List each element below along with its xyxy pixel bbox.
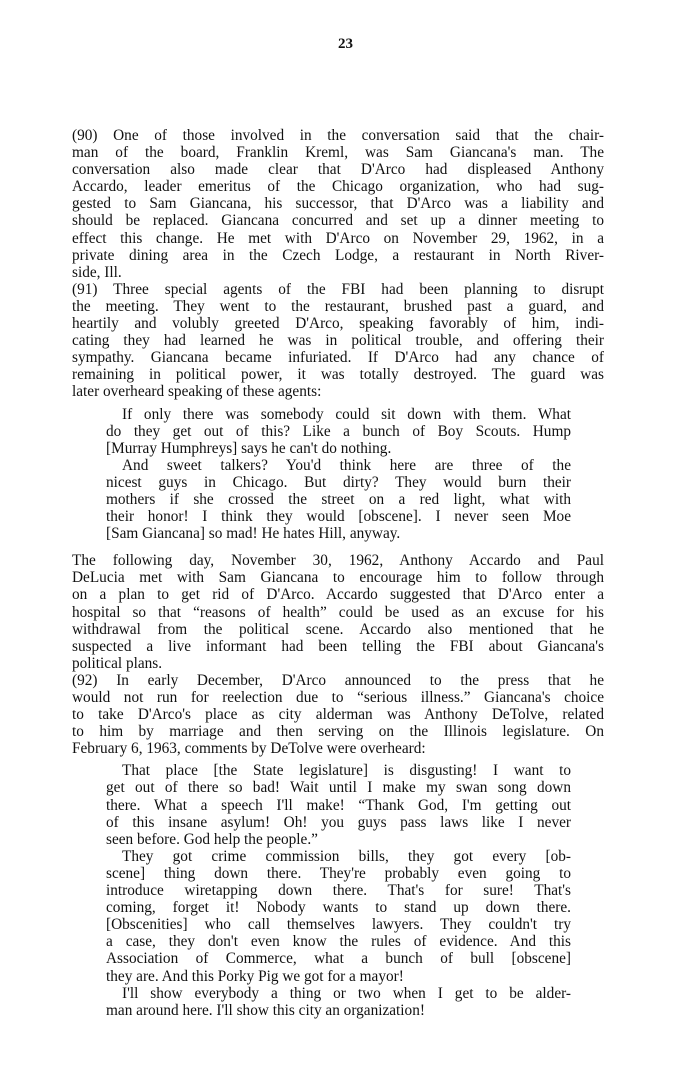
text-line: suspected a live informant had been telling the FBI about Giancana's — [72, 637, 604, 655]
text-line: man of the board, Franklin Kreml, was Sam Giancana's man. The — [72, 144, 604, 162]
quote-line: nicest guys in Chicago. But dirty? They would burn their — [106, 473, 571, 491]
quote-line: of this insane asylum! Oh! you guys pass laws like I never — [106, 813, 571, 831]
text-line: to take D'Arco's place as city alderman was Anthony DeTolve, related — [72, 706, 604, 724]
text-line: sympathy. Giancana became infuriated. If D'Arco had any chance of — [72, 349, 604, 367]
quote-line: Association of Commerce, what a bunch of bull [obscene] — [106, 950, 571, 968]
text-line: DeLucia met with Sam Giancana to encourage him to follow through — [72, 569, 604, 587]
text-line: side, Ill. — [72, 263, 122, 281]
text-line: private dining area in the Czech Lodge, a restaurant in North River- — [72, 246, 604, 264]
text-line: gested to Sam Giancana, his successor, that D'Arco was a liability and — [72, 195, 604, 213]
quote-line: a case, they don't even know the rules of evidence. And this — [106, 933, 571, 951]
page-number: 23 — [338, 36, 353, 52]
paragraph-block — [72, 127, 604, 401]
quote-line: mothers if she crossed the street on a red light, what with — [106, 490, 571, 508]
quote-line: their honor! I think they would [obscene]. I never seen Moe — [106, 508, 571, 526]
quote-line: introduce wiretapping down there. That's for sure! That's — [106, 882, 571, 900]
quote-line: [Murray Humphreys] says he can't do nothing. — [106, 439, 392, 457]
text-line: Accardo, leader emeritus of the Chicago organization, who had sug- — [72, 178, 604, 196]
quote-line: seen before. God help the people.” — [106, 830, 318, 848]
text-line: should be replaced. Giancana concurred and set up a dinner meeting to — [72, 212, 604, 230]
text-line: withdrawal from the political scene. Accardo also mentioned that he — [72, 620, 604, 638]
quote-line: they are. And this Porky Pig we got for a mayor! — [106, 967, 404, 985]
text-line: heartily and volubly greeted D'Arco, speaking favorably of him, indi- — [72, 315, 604, 333]
quote-line: I'll show everybody a thing or two when I get to be alder- — [122, 984, 571, 1002]
quote-line: They got crime commission bills, they got every [ob- — [122, 847, 571, 865]
text-line: cating they had learned he was in political trouble, and offering their — [72, 332, 604, 350]
block-quote — [106, 406, 571, 543]
text-line: remaining in political power, it was totally destroyed. The guard was — [72, 366, 604, 384]
text-line: (90) One of those involved in the conversation said that the chair- — [72, 127, 604, 144]
quote-line: coming, forget it! Nobody wants to stand up down there. — [106, 899, 571, 917]
block-quote — [106, 762, 571, 1018]
text-line: The following day, November 30, 1962, Anthony Accardo and Paul — [72, 552, 604, 570]
quote-line: do they get out of this? Like a bunch of Boy Scouts. Hump — [106, 422, 571, 440]
quote-line: man around here. I'll show this city an organization! — [106, 1001, 425, 1019]
text-line: political plans. — [72, 654, 163, 672]
quote-line: get out of there so bad! Wait until I make my swan song down — [106, 779, 571, 797]
text-line: (91) Three special agents of the FBI had been planning to disrupt — [72, 280, 604, 298]
text-line: (92) In early December, D'Arco announced to the press that he — [72, 671, 604, 689]
quote-line: scene] thing down there. They're probably even going to — [106, 864, 571, 882]
text-line: would not run for reelection due to “serious illness.” Giancana's choice — [72, 689, 604, 706]
text-line: February 6, 1963, comments by DeTolve were overheard: — [72, 740, 426, 758]
text-line: conversation also made clear that D'Arco had displeased Anthony — [72, 161, 604, 179]
text-line: effect this change. He met with D'Arco on November 29, 1962, in a — [72, 229, 604, 247]
quote-line: That place [the State legislature] is disgusting! I want to — [122, 762, 571, 780]
text-line: the meeting. They went to the restaurant, brushed past a guard, and — [72, 297, 604, 315]
text-line: on a plan to get rid of D'Arco. Accardo suggested that D'Arco enter a — [72, 586, 604, 604]
text-line: later overheard speaking of these agents: — [72, 383, 322, 401]
text-line: hospital so that “reasons of health” could be used as an excuse for his — [72, 603, 604, 621]
quote-line: there. What a speech I'll make! “Thank God, I'm getting out — [106, 796, 571, 814]
quote-line: And sweet talkers? You'd think here are three of the — [122, 456, 571, 474]
text-line: to him by marriage and then serving on the Illinois legislature. On — [72, 723, 604, 741]
quote-line: [Sam Giancana] so mad! He hates Hill, anyway. — [106, 525, 401, 543]
document-body — [72, 127, 604, 1029]
quote-line: [Obscenities] who call themselves lawyers. They couldn't try — [106, 916, 571, 934]
quote-line: If only there was somebody could sit down with them. What — [122, 405, 571, 423]
paragraph-block — [72, 552, 604, 757]
